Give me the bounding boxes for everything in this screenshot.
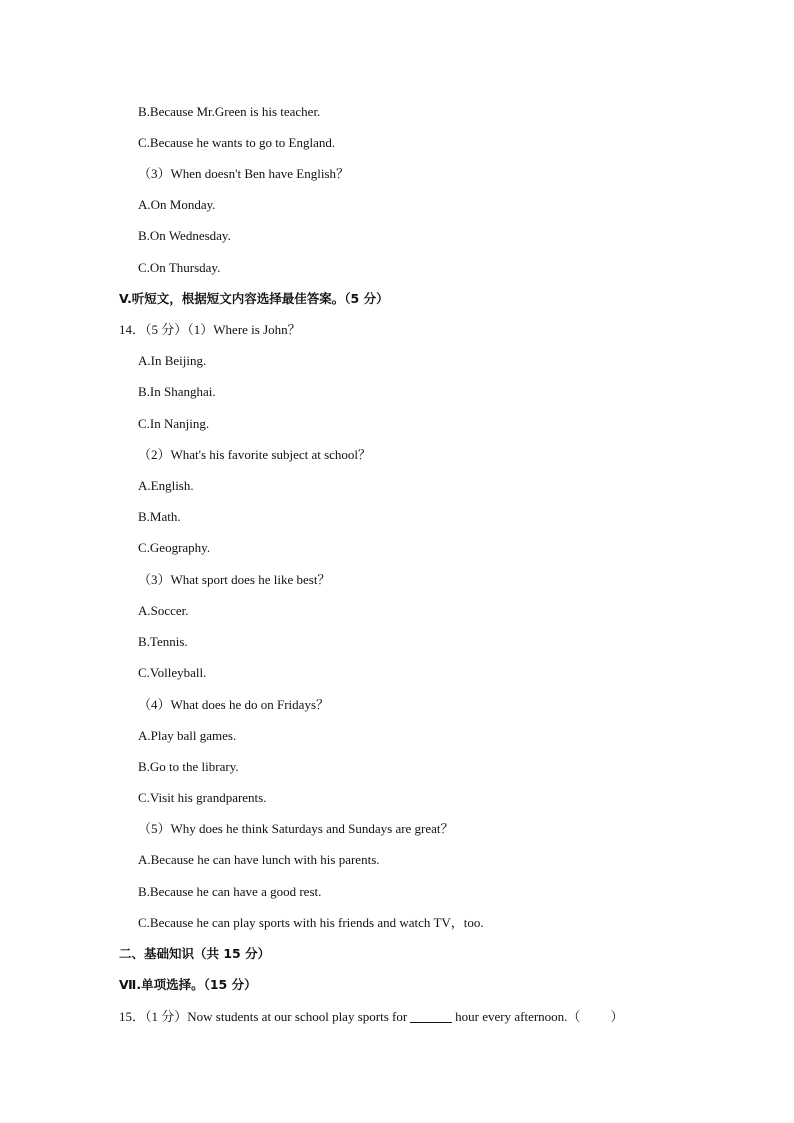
q14-sub2-option-a: A.English. [138, 478, 194, 493]
q15-score: （1 分） [145, 1009, 188, 1024]
q14-sub-question-5: （5）Why does he think Saturdays and Sundays are great？ [138, 821, 454, 836]
q13-sub-question-3: （3）When doesn't Ben have English？ [138, 166, 350, 181]
q14-sub5-option-a: A.Because he can have lunch with his parents. [138, 852, 380, 867]
q14-sub4-option-a: A.Play ball games. [138, 728, 237, 743]
q14-sub5-option-b: B.Because he can have a good rest. [138, 884, 322, 899]
q15-close-paren: ） [610, 1009, 624, 1024]
q14-score: （5 分） [145, 322, 188, 337]
q14-header [119, 322, 301, 338]
q13-option-b: B.Because Mr.Green is his teacher. [138, 104, 321, 119]
q15-line [119, 1009, 623, 1025]
q14-sub1-option-c: C.In Nanjing. [138, 416, 210, 431]
q13-option-c: C.Because he wants to go to England. [138, 135, 336, 150]
q14-sub3-option-b: B.Tennis. [138, 634, 188, 649]
q14-sub5-option-c: C.Because he can play sports with his friends and watch TV，too. [138, 915, 484, 930]
q14-sub-question-1: （1）Where is John？ [187, 322, 301, 337]
q14-sub1-option-a: A.In Beijing. [138, 353, 207, 368]
q14-sub-question-4: （4）What does he do on Fridays？ [138, 697, 330, 712]
q13-sub3-option-a: A.On Monday. [138, 197, 216, 212]
q14-sub1-option-b: B.In Shanghai. [138, 384, 216, 399]
q13-sub3-option-c: C.On Thursday. [138, 260, 221, 275]
section-vii-heading: Ⅶ.单项选择。（15 分） [119, 977, 257, 992]
q14-sub3-option-c: C.Volleyball. [138, 665, 207, 680]
q14-sub4-option-b: B.Go to the library. [138, 759, 239, 774]
q14-sub3-option-a: A.Soccer. [138, 603, 189, 618]
q14-sub2-option-c: C.Geography. [138, 540, 211, 555]
q14-sub4-option-c: C.Visit his grandparents. [138, 790, 267, 805]
q14-sub-question-2: （2）What's his favorite subject at school？ [138, 447, 372, 462]
part-2-heading: 二、基础知识（共 15 分） [119, 946, 271, 961]
q14-sub-question-3: （3）What sport does he like best？ [138, 572, 331, 587]
q15-answer-blank [410, 1010, 452, 1023]
q15-text-before: Now students at our school play sports for [187, 1009, 408, 1024]
q15-text-after: hour every afternoon.（ [455, 1009, 581, 1024]
section-v-heading: V.听短文，根据短文内容选择最佳答案。（5 分） [119, 291, 389, 306]
q14-sub2-option-b: B.Math. [138, 509, 181, 524]
q13-sub3-option-b: B.On Wednesday. [138, 228, 231, 243]
q15-number: 15． [119, 1009, 146, 1024]
q14-number: 14． [119, 322, 146, 337]
